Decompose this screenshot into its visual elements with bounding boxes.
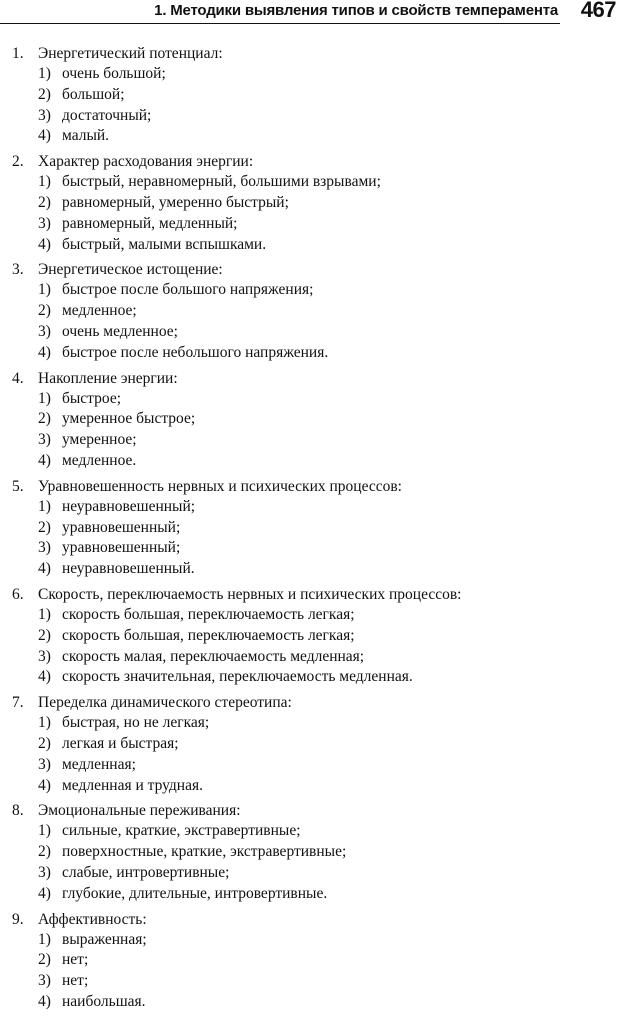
answer-option-text: быстрая, но не легкая; <box>62 714 210 732</box>
answer-option-text: выраженная; <box>62 930 147 948</box>
question-heading <box>0 368 620 389</box>
answer-option <box>0 451 620 472</box>
answer-option-number: 4) <box>38 560 51 578</box>
answer-option-number: 4) <box>38 343 51 361</box>
answer-option-text: умеренное быстрое; <box>62 410 196 428</box>
question-text: Аффективность: <box>38 910 147 928</box>
answer-option <box>0 409 620 430</box>
answer-option-number: 3) <box>38 322 51 340</box>
answer-option <box>0 713 620 734</box>
answer-option <box>0 992 620 1013</box>
question-item <box>0 476 620 582</box>
answer-option-text: очень большой; <box>62 65 166 82</box>
question-item <box>0 259 620 365</box>
answer-option <box>0 776 620 797</box>
answer-option-text: умеренное; <box>62 431 137 449</box>
answer-option-text: скорость большая, переключаемость легкая; <box>62 626 355 644</box>
question-number: 3. <box>12 261 24 279</box>
answer-option <box>0 172 620 193</box>
question-heading <box>0 151 620 172</box>
question-text: Уравновешенность нервных и психических процессов: <box>38 477 402 495</box>
answer-option <box>0 667 620 688</box>
answer-option-text: нет; <box>62 951 89 969</box>
answer-option-text: уравновешенный; <box>62 518 181 536</box>
question-number: 9. <box>12 910 24 928</box>
answer-option-number: 2) <box>38 85 51 103</box>
answer-option <box>0 821 620 842</box>
answer-option <box>0 518 620 539</box>
question-heading <box>0 909 620 930</box>
answer-option <box>0 734 620 755</box>
answer-option-number: 4) <box>38 992 51 1010</box>
answer-option-text: скорость значительная, переключаемость медленная. <box>62 668 413 686</box>
running-header <box>0 0 620 28</box>
answer-option-text: поверхностные, краткие, экстравертивные; <box>62 843 347 861</box>
question-item <box>0 151 620 257</box>
question-heading <box>0 476 620 497</box>
answer-option <box>0 626 620 647</box>
question-text: Энергетический потенциал: <box>38 45 223 62</box>
answer-option <box>0 322 620 343</box>
answer-option-text: нет; <box>62 972 89 990</box>
answer-option <box>0 605 620 626</box>
answer-option <box>0 343 620 364</box>
answer-option <box>0 389 620 410</box>
answer-option-number: 3) <box>38 214 51 232</box>
question-item <box>0 800 620 906</box>
answer-option-number: 2) <box>38 518 51 536</box>
answer-option-number: 4) <box>38 451 51 469</box>
answer-option-text: медленное; <box>62 302 137 320</box>
answer-option-text: сильные, краткие, экстравертивные; <box>62 822 301 840</box>
answer-option-text: уравновешенный; <box>62 539 181 557</box>
answer-option-number: 2) <box>38 951 51 969</box>
answer-option-text: быстрый, малыми вспышками. <box>62 235 267 253</box>
question-item <box>0 43 620 149</box>
answer-option <box>0 884 620 905</box>
answer-option-number: 3) <box>38 972 51 990</box>
answer-option <box>0 214 620 235</box>
answer-option-text: неуравновешенный; <box>62 497 196 515</box>
answer-option-number: 4) <box>38 884 51 902</box>
running-header-title: 1. Методики выявления типов и свойств темперамента <box>154 2 558 19</box>
question-number: 2. <box>12 153 24 171</box>
question-heading <box>0 259 620 280</box>
answer-option-text: глубокие, длительные, интровертивные. <box>62 884 328 902</box>
question-number: 4. <box>12 369 24 387</box>
question-text: Накопление энергии: <box>38 369 178 387</box>
answer-option-text: быстрое после небольшого напряжения. <box>62 343 329 361</box>
answer-option <box>0 950 620 971</box>
answer-option <box>0 930 620 951</box>
answer-option-number: 1) <box>38 714 51 732</box>
answer-option <box>0 193 620 214</box>
answer-option <box>0 235 620 256</box>
answer-option-text: очень медленное; <box>62 322 178 340</box>
question-text: Переделка динамического стереотипа: <box>38 694 292 712</box>
answer-option-number: 1) <box>38 65 51 82</box>
question-number: 6. <box>12 585 24 603</box>
answer-option-number: 4) <box>38 776 51 794</box>
answer-option-text: достаточный; <box>62 106 152 124</box>
question-heading <box>0 43 620 64</box>
answer-option-text: скорость малая, переключаемость медленная; <box>62 647 365 665</box>
questionnaire-list <box>0 43 620 1017</box>
answer-option <box>0 497 620 518</box>
answer-option <box>0 64 620 85</box>
answer-option-text: неуравновешенный. <box>62 560 195 578</box>
answer-option-text: равномерный, медленный; <box>62 214 238 232</box>
answer-option-text: медленная и трудная. <box>62 776 203 794</box>
answer-option <box>0 647 620 668</box>
answer-option-number: 3) <box>38 863 51 881</box>
answer-option <box>0 863 620 884</box>
header-divider <box>0 23 560 24</box>
answer-option-number: 2) <box>38 302 51 320</box>
answer-option <box>0 755 620 776</box>
answer-option-number: 1) <box>38 389 51 407</box>
answer-option-number: 3) <box>38 647 51 665</box>
answer-option-number: 4) <box>38 127 51 145</box>
answer-option-text: быстрое после большого напряжения; <box>62 281 314 299</box>
answer-option-number: 1) <box>38 497 51 515</box>
question-number: 1. <box>12 45 24 62</box>
answer-option-number: 4) <box>38 235 51 253</box>
answer-option <box>0 85 620 106</box>
answer-option-number: 3) <box>38 106 51 124</box>
answer-option <box>0 538 620 559</box>
answer-option <box>0 430 620 451</box>
answer-option-number: 1) <box>38 281 51 299</box>
question-item <box>0 909 620 1015</box>
answer-option <box>0 106 620 127</box>
question-item <box>0 584 620 690</box>
answer-option-number: 1) <box>38 930 51 948</box>
answer-option <box>0 280 620 301</box>
answer-option-number: 3) <box>38 539 51 557</box>
question-text: Энергетическое истощение: <box>38 261 223 279</box>
answer-option-number: 2) <box>38 843 51 861</box>
question-heading <box>0 800 620 821</box>
question-number: 8. <box>12 802 24 820</box>
answer-option-text: наибольшая. <box>62 992 146 1010</box>
answer-option-number: 1) <box>38 605 51 623</box>
question-text: Скорость, переключаемость нервных и психических процессов: <box>38 585 462 603</box>
page-number: 467 <box>580 0 616 22</box>
question-item <box>0 692 620 798</box>
answer-option <box>0 301 620 322</box>
answer-option-number: 1) <box>38 822 51 840</box>
answer-option-text: медленное. <box>62 451 137 469</box>
answer-option-number: 4) <box>38 668 51 686</box>
answer-option-text: быстрый, неравномерный, большими взрывами; <box>62 173 381 191</box>
answer-option-text: слабые, интровертивные; <box>62 863 230 881</box>
answer-option-number: 1) <box>38 173 51 191</box>
answer-option-text: скорость большая, переключаемость легкая; <box>62 605 355 623</box>
answer-option-text: малый. <box>62 127 110 145</box>
answer-option-number: 2) <box>38 734 51 752</box>
answer-option <box>0 559 620 580</box>
question-number: 5. <box>12 477 24 495</box>
answer-option-number: 3) <box>38 431 51 449</box>
answer-option-text: медленная; <box>62 755 136 773</box>
answer-option-number: 3) <box>38 755 51 773</box>
answer-option-text: легкая и быстрая; <box>62 734 179 752</box>
answer-option-text: быстрое; <box>62 389 122 407</box>
answer-option <box>0 126 620 147</box>
question-heading <box>0 692 620 713</box>
answer-option-number: 2) <box>38 410 51 428</box>
answer-option-text: равномерный, умеренно быстрый; <box>62 193 289 211</box>
question-text: Характер расходования энергии: <box>38 153 254 171</box>
answer-option-number: 2) <box>38 193 51 211</box>
answer-option <box>0 842 620 863</box>
answer-option <box>0 971 620 992</box>
answer-option-number: 2) <box>38 626 51 644</box>
question-number: 7. <box>12 694 24 712</box>
question-heading <box>0 584 620 605</box>
answer-option-text: большой; <box>62 85 125 103</box>
question-text: Эмоциональные переживания: <box>38 802 241 820</box>
question-item <box>0 368 620 474</box>
